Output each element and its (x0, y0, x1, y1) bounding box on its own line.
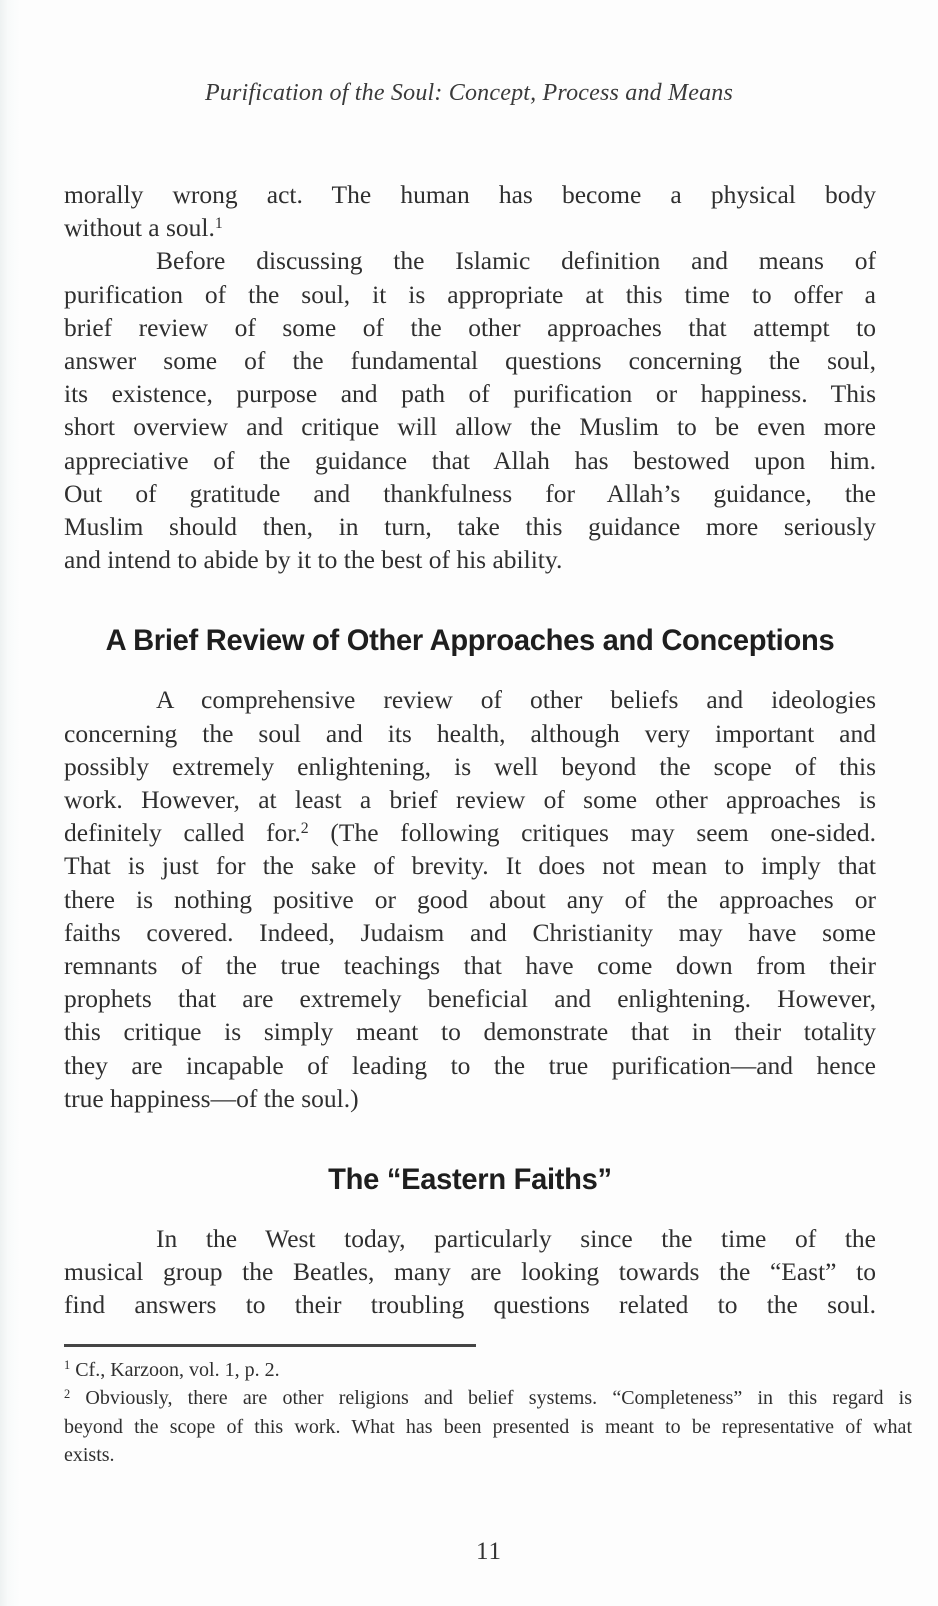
text-line (64, 1288, 876, 1321)
text-run: remnants of the true teachings that have come down from their (64, 951, 876, 981)
text-line (64, 1222, 876, 1255)
text-run: (The following critiques may seem one-sided. (308, 818, 876, 848)
text-line (64, 1049, 876, 1082)
paragraph (64, 1222, 876, 1322)
text-run: prophets that are extremely beneficial and enlightening. However, (64, 984, 876, 1014)
text-run: answer some of the fundamental questions concerning the soul, (64, 346, 876, 376)
section-heading: A Brief Review of Other Approaches and Conceptions (105, 624, 835, 658)
page-body (64, 178, 876, 1322)
text-run: and intend to abide by it to the best of his ability. (64, 545, 563, 575)
text-run: true happiness—of the soul.) (64, 1083, 359, 1113)
text-run: musical group the Beatles, many are looking towards the “East” to (64, 1257, 876, 1287)
text-line (64, 883, 876, 916)
text-line (64, 244, 876, 277)
text-line (64, 543, 876, 576)
text-line (64, 683, 876, 716)
text-run: beyond the scope of this work. What has been presented is meant to be representative of what (64, 1415, 912, 1438)
text-line (64, 477, 876, 510)
text-run: purification of the soul, it is appropriate at this time to offer a (64, 279, 876, 309)
text-run: exists. (64, 1444, 115, 1467)
text-line (64, 510, 876, 543)
text-line (64, 311, 876, 344)
text-run: A comprehensive review of other beliefs and ideologies (156, 685, 876, 715)
footnote-divider (64, 1344, 476, 1347)
footnote (64, 1384, 912, 1469)
text-line (64, 278, 876, 311)
text-line (64, 916, 876, 949)
footnote-ref: 2 (64, 1386, 71, 1401)
text-run: Cf., Karzoon, vol. 1, p. 2. (70, 1359, 280, 1381)
paragraph (64, 683, 876, 1115)
text-run: Out of gratitude and thankfulness for Allah’s guidance, the (64, 478, 876, 508)
footnote-line (64, 1356, 912, 1384)
text-line (64, 750, 876, 783)
text-run: concerning the soul and its health, although very important and (64, 718, 876, 748)
text-run: short overview and critique will allow the Muslim to be even more (64, 412, 876, 442)
footnote-ref: 2 (300, 819, 309, 837)
text-line (64, 410, 876, 443)
text-run: without a soul. (64, 213, 215, 243)
text-line (64, 444, 876, 477)
text-line (64, 1015, 876, 1048)
section-heading: The “Eastern Faiths” (328, 1163, 612, 1197)
footnote-line (64, 1413, 912, 1441)
text-run: faiths covered. Indeed, Judaism and Christianity may have some (64, 917, 876, 947)
text-run: its existence, purpose and path of purification or happiness. This (64, 379, 876, 409)
running-header: Purification of the Soul: Concept, Process and Means (204, 80, 734, 106)
text-run: Before discussing the Islamic definition and means of (156, 246, 876, 276)
text-line (64, 849, 876, 882)
text-line (64, 1255, 876, 1288)
footnote (64, 1356, 912, 1384)
text-run: Muslim should then, in turn, take this guidance more seriously (64, 512, 876, 542)
footnotes (64, 1356, 912, 1470)
text-run: definitely called for. (64, 818, 301, 848)
text-run: In the West today, particularly since the time of the (156, 1224, 876, 1254)
text-line (64, 344, 876, 377)
text-line (64, 178, 876, 211)
text-run: appreciative of the guidance that Allah has bestowed upon him. (64, 445, 876, 475)
text-run: there is nothing positive or good about any of the approaches or (64, 884, 876, 914)
text-run: That is just for the sake of brevity. It does not mean to imply that (64, 851, 876, 881)
footnote-line (64, 1384, 912, 1412)
page-number: 11 (475, 1538, 503, 1565)
text-run: find answers to their troubling questions related to the soul. (64, 1290, 876, 1320)
footnote-line (64, 1441, 912, 1469)
text-line (64, 783, 876, 816)
text-line (64, 949, 876, 982)
text-run: morally wrong act. The human has become a physical body (64, 180, 876, 209)
footnote-ref: 1 (214, 214, 223, 232)
text-run: they are incapable of leading to the true purification—and hence (64, 1050, 876, 1080)
text-line (64, 982, 876, 1015)
paragraph (64, 244, 876, 576)
text-run: brief review of some of the other approaches that attempt to (64, 312, 876, 342)
footnote-ref: 1 (64, 1358, 71, 1373)
text-line (64, 1082, 876, 1115)
text-line (64, 377, 876, 410)
text-run: work. However, at least a brief review of some other approaches is (64, 785, 876, 815)
text-run: this critique is simply meant to demonstrate that in their totality (64, 1017, 876, 1047)
paragraph (64, 178, 876, 244)
text-run: Obviously, there are other religions and belief systems. “Completeness” in this regard is (70, 1387, 912, 1410)
text-run: possibly extremely enlightening, is well beyond the scope of this (64, 751, 876, 781)
text-line (64, 717, 876, 750)
text-line (64, 211, 876, 244)
text-line (64, 816, 876, 849)
